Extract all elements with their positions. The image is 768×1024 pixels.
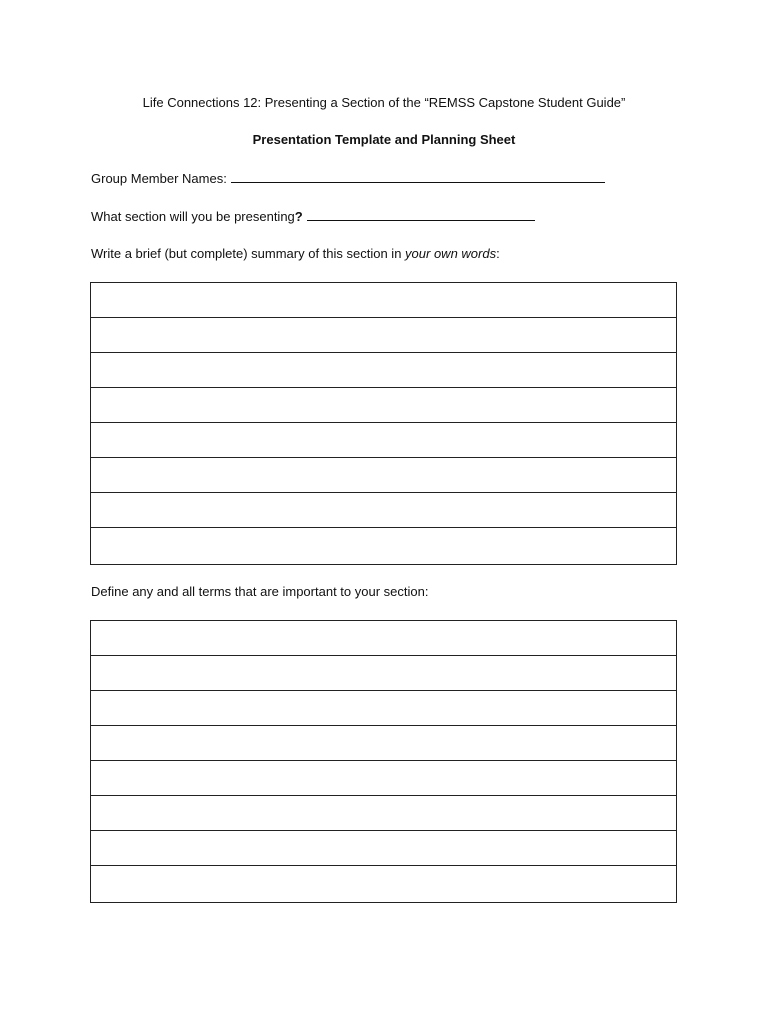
summary-prompt-emphasis: your own words — [405, 246, 497, 261]
document-subtitle: Presentation Template and Planning Sheet — [252, 132, 516, 147]
summary-prompt-text: Write a brief (but complete) summary of this section in — [91, 246, 406, 261]
terms-line[interactable] — [91, 656, 676, 691]
terms-line[interactable] — [91, 726, 676, 761]
terms-writing-box — [90, 620, 677, 903]
section-question-mark: ? — [294, 209, 303, 224]
summary-writing-box — [90, 282, 677, 565]
terms-line[interactable] — [91, 796, 676, 831]
group-names-label: Group Member Names: — [91, 171, 227, 186]
summary-line[interactable] — [91, 423, 676, 458]
terms-line[interactable] — [91, 691, 676, 726]
section-question-label: What section will you be presenting — [91, 209, 295, 224]
terms-line[interactable] — [91, 621, 676, 656]
summary-line[interactable] — [91, 388, 676, 423]
summary-line[interactable] — [91, 283, 676, 318]
terms-line[interactable] — [91, 761, 676, 796]
terms-prompt: Define any and all terms that are important to your section: — [91, 584, 429, 599]
summary-line[interactable] — [91, 318, 676, 353]
terms-line[interactable] — [91, 831, 676, 866]
summary-line[interactable] — [91, 353, 676, 388]
summary-line[interactable] — [91, 458, 676, 493]
summary-line[interactable] — [91, 493, 676, 528]
group-names-row — [91, 169, 605, 188]
section-answer-blank[interactable] — [307, 207, 535, 221]
document-title: Life Connections 12: Presenting a Section of the “REMSS Capstone Student Guide” — [142, 95, 626, 110]
summary-line[interactable] — [91, 528, 676, 563]
section-question-row — [91, 207, 535, 226]
terms-line[interactable] — [91, 866, 676, 901]
summary-prompt — [91, 245, 500, 263]
summary-prompt-colon: : — [496, 246, 500, 261]
group-names-blank[interactable] — [231, 169, 605, 183]
